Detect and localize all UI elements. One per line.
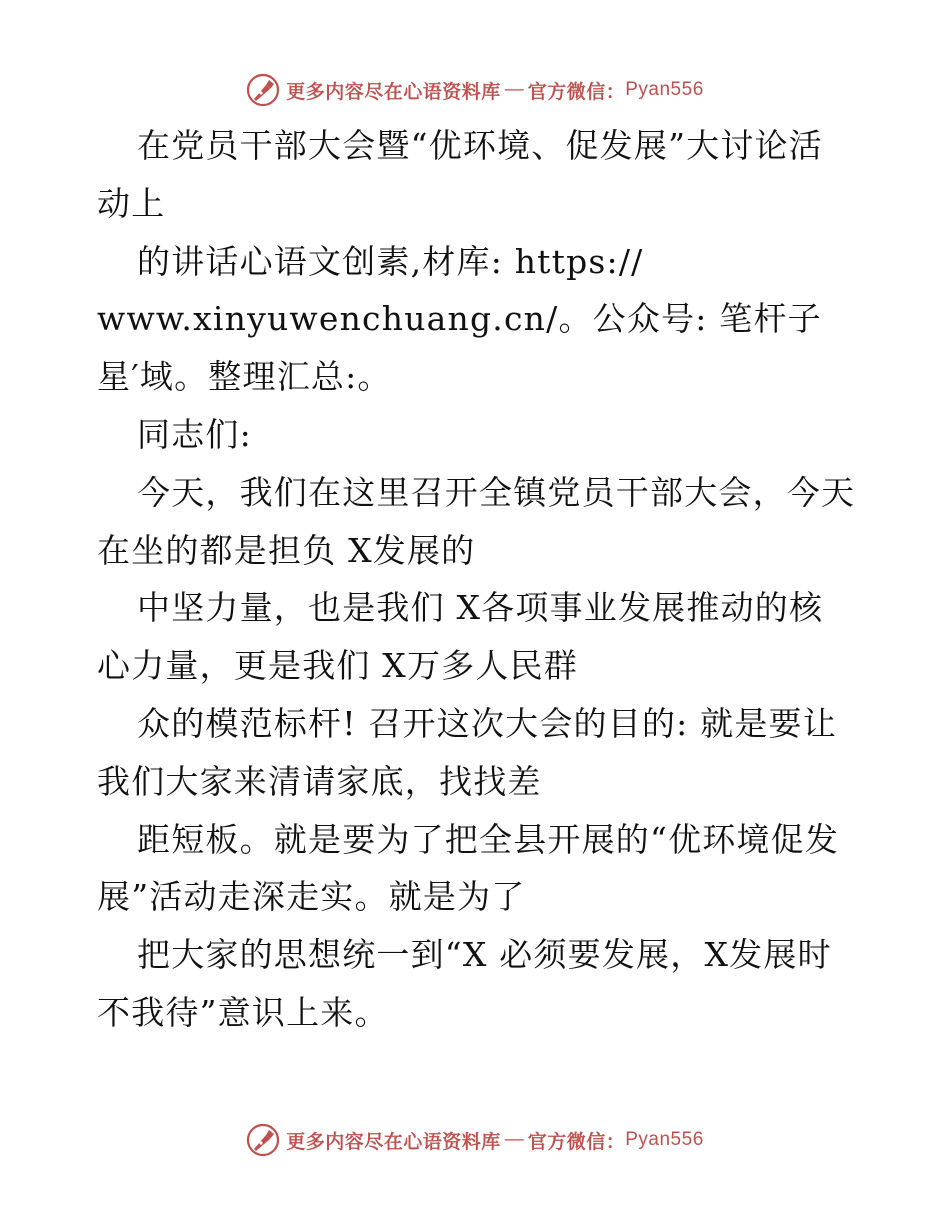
document-line: 中坚力量，也是我们 X各项事业发展推动的核 xyxy=(137,588,824,628)
banner-dash: — xyxy=(504,1129,524,1150)
banner-text: 更多内容尽在心语资料库 xyxy=(286,1130,501,1153)
document-body xyxy=(97,117,857,1042)
document-line: 把大家的思想统一到“X 必须要发展，X发展时 xyxy=(137,935,832,975)
document-line: 不我待”意识上来。 xyxy=(97,992,389,1032)
document-line: 心力量，更是我们 X万多人民群 xyxy=(97,646,578,686)
banner-wechat-handle: Pyan556 xyxy=(625,1129,704,1150)
banner-wechat-handle: Pyan556 xyxy=(625,79,704,100)
footer-banner xyxy=(0,1120,950,1160)
pen-nib-logo-icon xyxy=(246,1123,280,1157)
document-line: 在党员干部大会暨“优环境、促发展”大讨论活 xyxy=(137,126,823,165)
document-line: 同志们: xyxy=(137,414,252,454)
document-line: www.xinyuwenchuang.cn/。公众号: 笔杆子 xyxy=(97,299,822,339)
document-line: 今天，我们在这里召开全镇党员干部大会，今天 xyxy=(137,472,856,512)
document-line: 众的模范标杆! 召开这次大会的目的: 就是要让 xyxy=(137,703,837,743)
banner-dash: — xyxy=(504,79,524,100)
banner-wechat-label: 官方微信： xyxy=(527,80,626,103)
document-line: 的讲话心语文创素,材库: https:// xyxy=(137,241,644,281)
pen-nib-logo-icon xyxy=(246,73,280,107)
document-line: 动上 xyxy=(97,183,166,223)
banner-text: 更多内容尽在心语资料库 xyxy=(286,80,501,103)
header-banner xyxy=(0,70,950,110)
document-line: 在坐的都是担负 X发展的 xyxy=(97,530,476,570)
document-line: 展”活动走深走实。就是为了 xyxy=(97,877,526,917)
document-line: 星′域。整理汇总:。 xyxy=(97,357,392,397)
document-line: 距短板。就是要为了把全县开展的“优环境促发 xyxy=(137,819,840,859)
document-line: 我们大家来清请家底，找找差 xyxy=(97,761,542,801)
banner-wechat-label: 官方微信： xyxy=(527,1130,626,1153)
